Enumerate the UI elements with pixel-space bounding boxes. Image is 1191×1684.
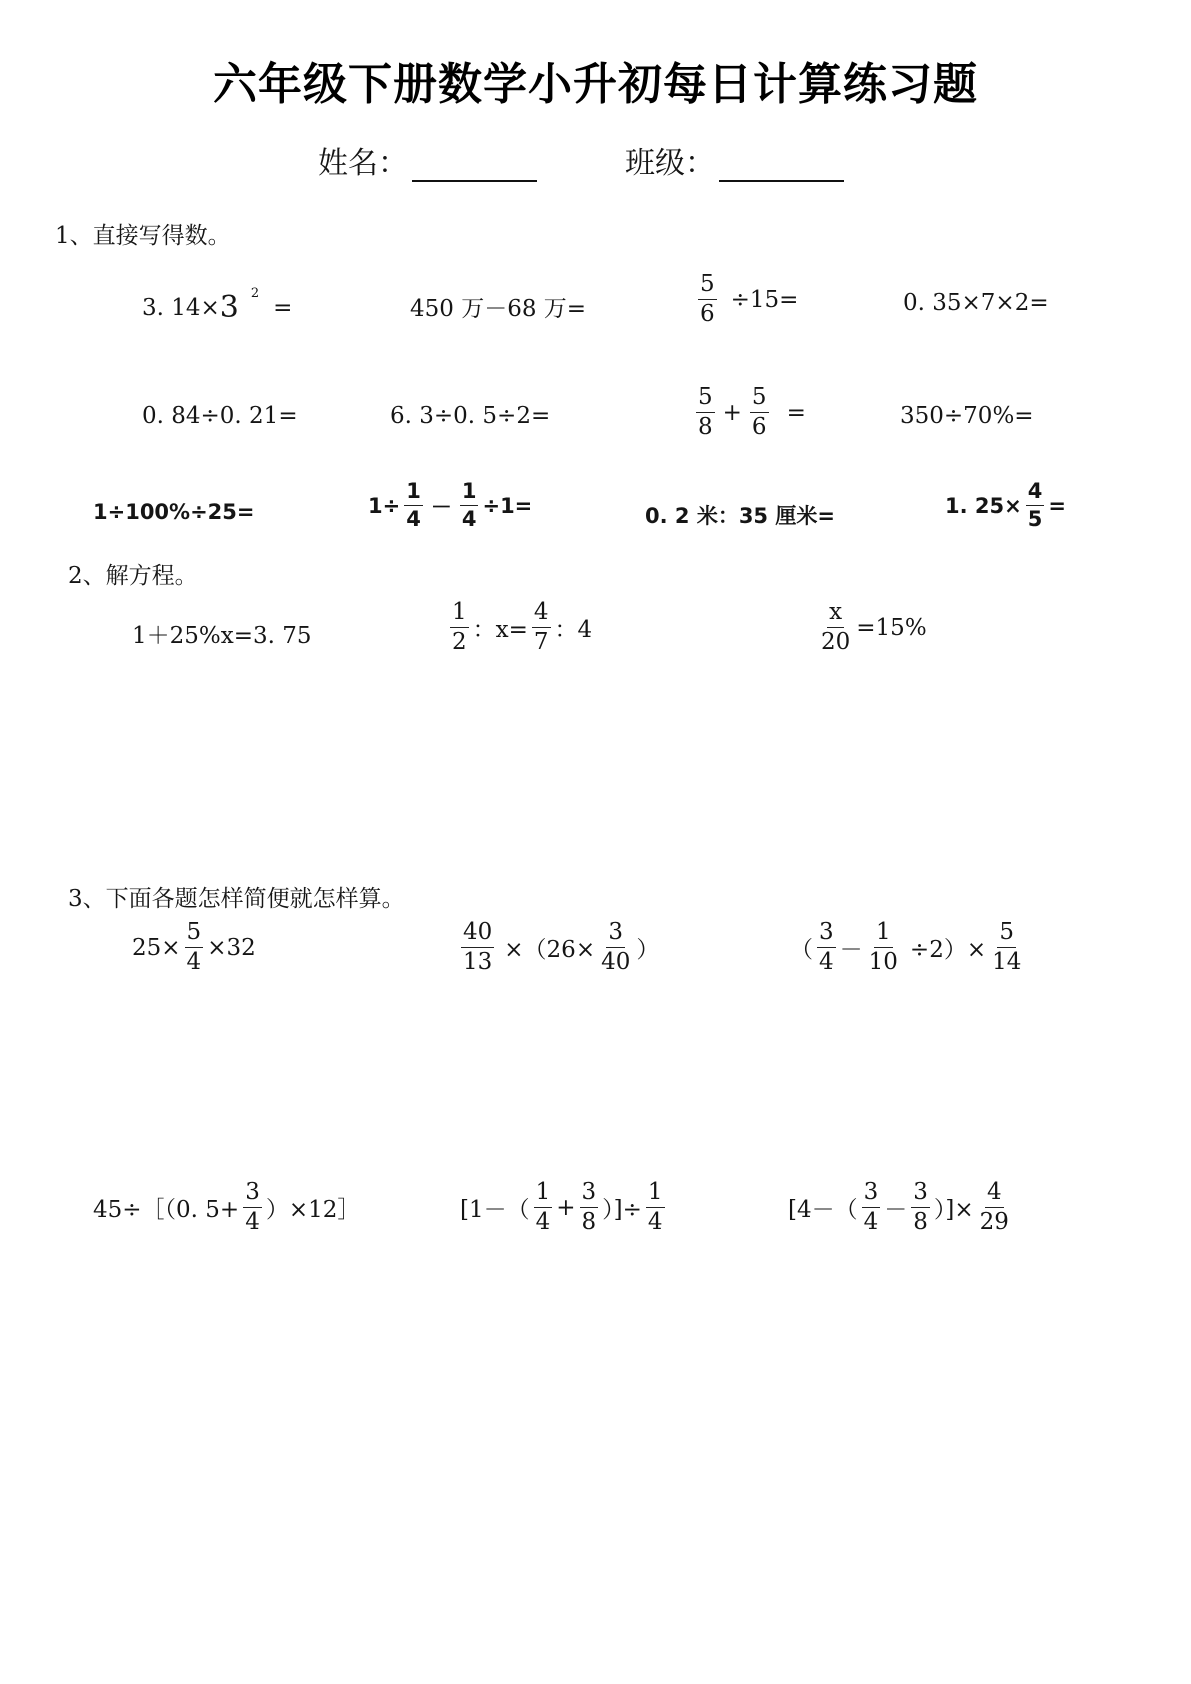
fraction-numerator: 1 (450, 600, 469, 628)
expr-text: [1－（ (460, 1197, 530, 1224)
problem-2-2: 6. 3÷0. 5÷2= (390, 403, 551, 429)
expr-equals: = (786, 399, 806, 426)
fraction-numerator: 3 (862, 1180, 881, 1208)
problem-3-1: 1÷100%÷25= (93, 500, 255, 524)
expr-exponent: 2 (250, 286, 260, 301)
problem-3-2 (368, 480, 532, 531)
fraction-numerator: 3 (606, 920, 625, 948)
expr-text: ×（26× (504, 937, 596, 964)
fraction-numerator: 1 (646, 1180, 665, 1208)
fraction (990, 920, 1023, 976)
fraction-numerator: 5 (997, 920, 1016, 948)
problem-3-4 (945, 480, 1066, 531)
equation-3 (815, 600, 927, 656)
fraction (460, 480, 479, 531)
expr-text: 1. 25× (945, 493, 1022, 518)
expr-text: =15% (856, 614, 927, 641)
fraction (867, 920, 900, 976)
fraction-denominator: 2 (452, 629, 467, 656)
problem-1-3 (694, 272, 798, 328)
class-label: 班级： (625, 146, 715, 181)
fraction-denominator: 8 (581, 1209, 597, 1236)
name-blank[interactable] (412, 150, 537, 182)
section1-heading: 1、直接写得数。 (55, 223, 231, 249)
section3-heading: 3、下面各题怎样简便就怎样算。 (68, 886, 405, 912)
plus-sign: + (722, 399, 742, 426)
fraction-numerator: 3 (817, 920, 836, 948)
simplify-3 (790, 920, 1027, 976)
fraction (404, 480, 423, 531)
expr-text: ）]÷ (602, 1197, 642, 1224)
fraction (819, 600, 852, 656)
fraction-numerator: 3 (911, 1180, 930, 1208)
fraction-numerator: 1 (460, 480, 479, 506)
expr-text: （ (790, 937, 813, 964)
fraction-numerator: 40 (461, 920, 494, 948)
fraction-numerator: 4 (1026, 480, 1045, 506)
fraction-denominator: 4 (863, 1209, 879, 1236)
problem-1-1 (142, 286, 293, 325)
fraction-denominator: 4 (535, 1209, 551, 1236)
problem-1-4: 0. 35×7×2= (903, 290, 1049, 316)
simplify-2 (457, 920, 659, 976)
expr-text: ：x= (472, 617, 528, 644)
fraction-denominator: 4 (245, 1209, 260, 1236)
fraction (911, 1180, 930, 1236)
expr-equals: = (1048, 493, 1066, 518)
fraction-numerator: 4 (985, 1180, 1004, 1208)
fraction-denominator: 8 (913, 1209, 928, 1236)
fraction (580, 1180, 599, 1236)
fraction-denominator: 40 (601, 949, 631, 976)
fraction (817, 920, 836, 976)
fraction-denominator: 4 (461, 507, 477, 532)
expr-equals: = (273, 294, 293, 321)
expr-text: ÷1= (482, 493, 533, 518)
fraction-numerator: 4 (532, 600, 551, 628)
class-field (625, 138, 844, 182)
plus-sign: + (556, 1194, 576, 1221)
problem-2-1: 0. 84÷0. 21= (142, 403, 298, 429)
fraction-denominator: 20 (821, 629, 851, 656)
fraction-denominator: 6 (751, 414, 767, 441)
fraction-denominator: 4 (186, 949, 202, 976)
expr-text: ：4 (554, 617, 593, 644)
problem-3-3: 0. 2 米：35 厘米= (645, 504, 835, 528)
problem-1-2: 450 万－68 万= (410, 296, 587, 322)
expr-text: ×32 (207, 934, 256, 961)
expr-text: 45÷［（0. 5+ (93, 1197, 240, 1224)
expr-text: ÷2）× (909, 937, 987, 964)
fraction (750, 385, 769, 441)
fraction (696, 385, 715, 441)
fraction-denominator: 4 (406, 507, 421, 532)
fraction-denominator: 8 (698, 414, 713, 441)
fraction-numerator: 5 (185, 920, 204, 948)
fraction-denominator: 14 (992, 949, 1022, 976)
fraction (599, 920, 632, 976)
fraction (461, 920, 494, 976)
minus-sign: － (884, 1197, 908, 1224)
simplify-1 (132, 920, 256, 976)
fraction-denominator: 7 (533, 629, 549, 656)
fraction (698, 272, 717, 328)
class-blank[interactable] (719, 150, 844, 182)
problem-2-3 (692, 385, 806, 441)
fraction (450, 600, 469, 656)
fraction-denominator: 13 (463, 949, 493, 976)
section2-heading: 2、解方程。 (68, 563, 198, 589)
fraction-numerator: 5 (698, 272, 717, 300)
minus-sign: － (839, 937, 863, 964)
expr-text: ） (636, 937, 660, 964)
equation-1: 1＋25%x=3. 75 (132, 623, 312, 649)
fraction (185, 920, 204, 976)
simplify-5 (460, 1180, 669, 1236)
fraction-denominator: 10 (868, 949, 898, 976)
fraction (532, 600, 551, 656)
fraction (243, 1180, 262, 1236)
problem-2-4: 350÷70%= (900, 403, 1034, 429)
fraction (862, 1180, 881, 1236)
expr-text: 25× (132, 934, 181, 961)
fraction (534, 1180, 553, 1236)
minus-sign: － (430, 494, 452, 519)
fraction (646, 1180, 665, 1236)
fraction-denominator: 6 (700, 301, 715, 328)
name-label: 姓名： (318, 146, 408, 181)
fraction-numerator: x (827, 600, 844, 628)
expr-text: ）]× (933, 1197, 974, 1224)
fraction-denominator: 5 (1027, 507, 1043, 532)
page-title: 六年级下册数学小升初每日计算练习题 (213, 59, 978, 110)
fraction (1026, 480, 1045, 531)
expr-text: [4－（ (788, 1197, 858, 1224)
expr-text: ）×12］ (265, 1197, 361, 1224)
fraction-numerator: 1 (404, 480, 423, 506)
expr-base: 3 (219, 290, 239, 325)
expr-text: 1÷ (368, 493, 401, 518)
fraction-denominator: 4 (819, 949, 834, 976)
fraction-numerator: 3 (580, 1180, 599, 1208)
fraction-numerator: 5 (750, 385, 769, 413)
expr-text: 3. 14× (142, 294, 220, 321)
fraction-numerator: 5 (696, 385, 715, 413)
name-field (318, 138, 537, 182)
fraction-numerator: 1 (874, 920, 893, 948)
fraction (978, 1180, 1011, 1236)
fraction-numerator: 3 (243, 1180, 262, 1208)
expr-text: ÷15= (730, 286, 799, 313)
equation-2 (446, 600, 592, 656)
fraction-denominator: 4 (647, 1209, 663, 1236)
simplify-4 (93, 1180, 360, 1236)
fraction-numerator: 1 (534, 1180, 553, 1208)
fraction-denominator: 29 (979, 1209, 1009, 1236)
simplify-6 (788, 1180, 1015, 1236)
